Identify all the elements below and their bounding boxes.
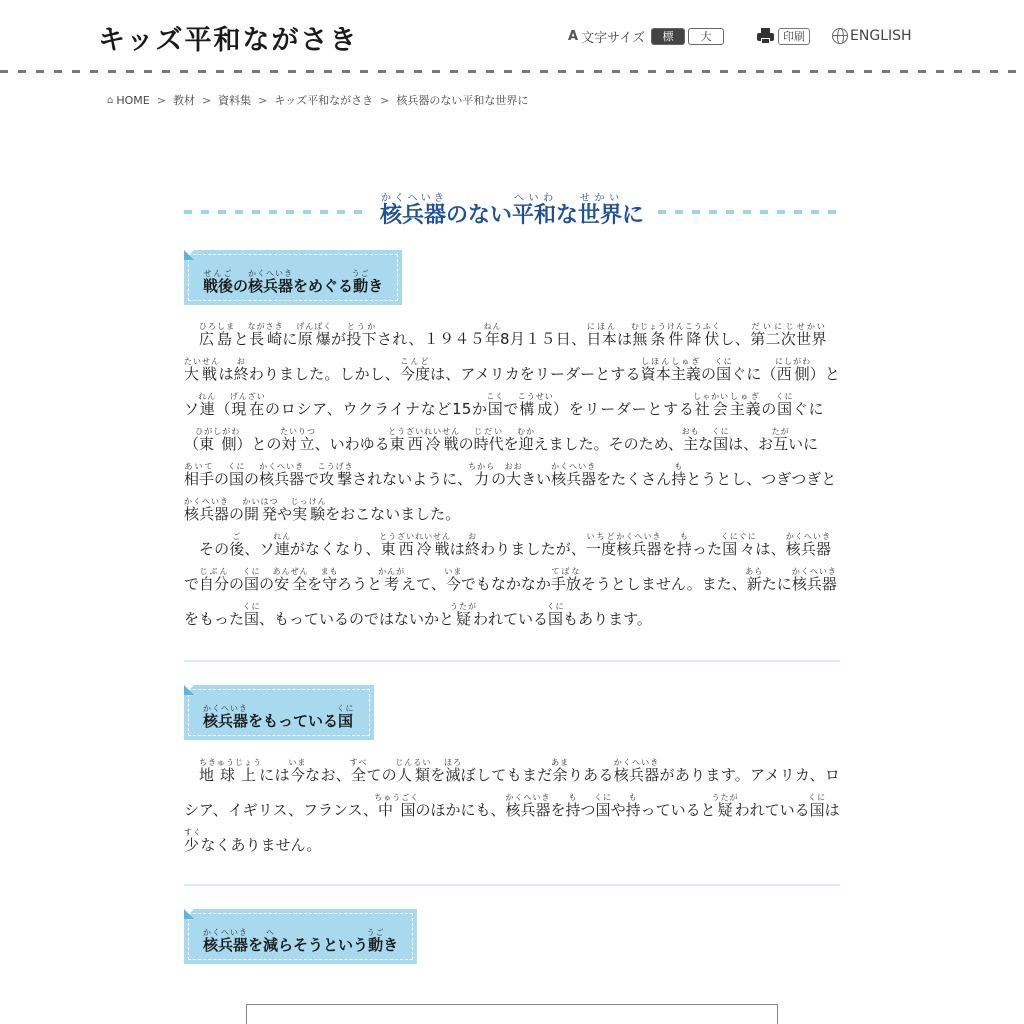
breadcrumb-resources[interactable]: 資料集 bbox=[218, 94, 252, 107]
title-dots-right bbox=[658, 210, 840, 214]
paragraph: 広島ひろしまと長崎ながさきに原爆げんばくが投下とうかされ、１９４５年ねん8月１５日、日本にほんは無条件降伏むじょうけんこうふくし、第二次だいにじ世界せかい大戦たいせんは終おわりました。しかし、今度こんどは、アメリカをリーダーとする資本しほん主義しゅぎの国くにぐに（西側にしがわ）とソ連れん（現在げんざいのロシア、ウクライナなど15か国こくで構成こうせい）をリーダーとする社会しゃかい主義しゅぎの国くにぐに（東側ひがしがわ）との対立たいりつ、いわゆる東西冷戦とうざいれいせんの時代じだいを迎むかえました。そのため、主おもな国くには、お互たがいに相手あいての国くにの核兵器かくへいきで攻撃こうげきされないように、力ちからの大おおきい核兵器かくへいきをたくさん持もとうとし、つぎつぎと核兵器かくへいきの開発かいはつや実験じっけんをおこないました。 bbox=[184, 322, 840, 523]
print-button-group[interactable] bbox=[757, 28, 810, 45]
section-heading-postwar bbox=[184, 250, 402, 305]
printer-icon[interactable] bbox=[757, 28, 774, 44]
breadcrumb-separator: > bbox=[156, 93, 166, 107]
breadcrumb-separator: > bbox=[201, 93, 212, 107]
paragraph: 地球上ちきゅうじょうには今いまなお、全すべての人類じんるいを滅ほろぼしてもまだ余あまりある核兵器かくへいきがあります。アメリカ、ロシア、イギリス、フランス、中国ちゅうごくのほかにも、核兵器かくへいきを持もつ国くにや持もっていると疑うたがわれている国くには少すくなくありません。 bbox=[184, 758, 840, 854]
page-title-row bbox=[184, 180, 840, 228]
english-label[interactable]: ENGLISH bbox=[850, 28, 912, 44]
section-heading-text: 核兵器かくへいきを減へらそうという動うごき bbox=[203, 927, 399, 954]
section-divider bbox=[184, 884, 840, 886]
section-body-postwar bbox=[184, 322, 840, 637]
breadcrumb-current: 核兵器のない平和な世界に bbox=[396, 94, 529, 107]
title-dots-left bbox=[184, 210, 366, 214]
english-link[interactable] bbox=[832, 28, 912, 44]
font-size-standard-button[interactable]: 標準 bbox=[651, 28, 685, 45]
home-icon: ⌂ bbox=[107, 94, 114, 106]
breadcrumb-kids-peace[interactable]: キッズ平和ながさき bbox=[274, 94, 374, 107]
header-divider bbox=[0, 70, 1024, 73]
font-size-icon: A bbox=[568, 28, 579, 44]
header-tools bbox=[568, 26, 912, 58]
breadcrumb bbox=[107, 92, 528, 108]
section-divider bbox=[184, 660, 840, 662]
section-heading-text: 戦後せんごの核兵器かくへいきをめぐる動うごき bbox=[203, 268, 384, 295]
section-heading-reduction bbox=[184, 909, 417, 964]
font-size-label: 文字サイズ bbox=[581, 30, 646, 46]
site-header bbox=[0, 0, 1024, 72]
breadcrumb-materials[interactable]: 教材 bbox=[172, 94, 195, 107]
font-size-large-button[interactable]: 大 bbox=[688, 28, 724, 45]
globe-icon bbox=[832, 28, 848, 44]
illustration-figure bbox=[246, 1004, 778, 1024]
section-heading-nuclear-states bbox=[184, 685, 374, 740]
paragraph: その後ご、ソ連れんがなくなり、東西冷戦とうざいれいせんは終おわりましたが、一度いちど核兵器かくへいきを持もった国々くにぐには、核兵器かくへいきで自分じぶんの国くにの安全あんぜんを守まもろうと考かんがえて、今いまでもなかなか手放てばなそうとしません。また、新あらたに核兵器かくへいきをもった国くに、もっているのではないかと疑うたがわれている国くにもあります。 bbox=[184, 532, 837, 628]
page-title: 核兵器かくへいきのない平和へいわな世界せかいに bbox=[379, 192, 645, 228]
site-logo[interactable]: キッズ平和ながさき bbox=[98, 25, 359, 56]
breadcrumb-home[interactable]: HOME bbox=[116, 93, 150, 107]
print-button[interactable]: 印刷 bbox=[778, 28, 810, 45]
breadcrumb-separator: > bbox=[258, 93, 268, 107]
section-body-nuclear-states bbox=[184, 758, 840, 863]
breadcrumb-separator: > bbox=[380, 93, 390, 107]
section-heading-text: 核兵器かくへいきをもっている国くに bbox=[203, 703, 355, 730]
